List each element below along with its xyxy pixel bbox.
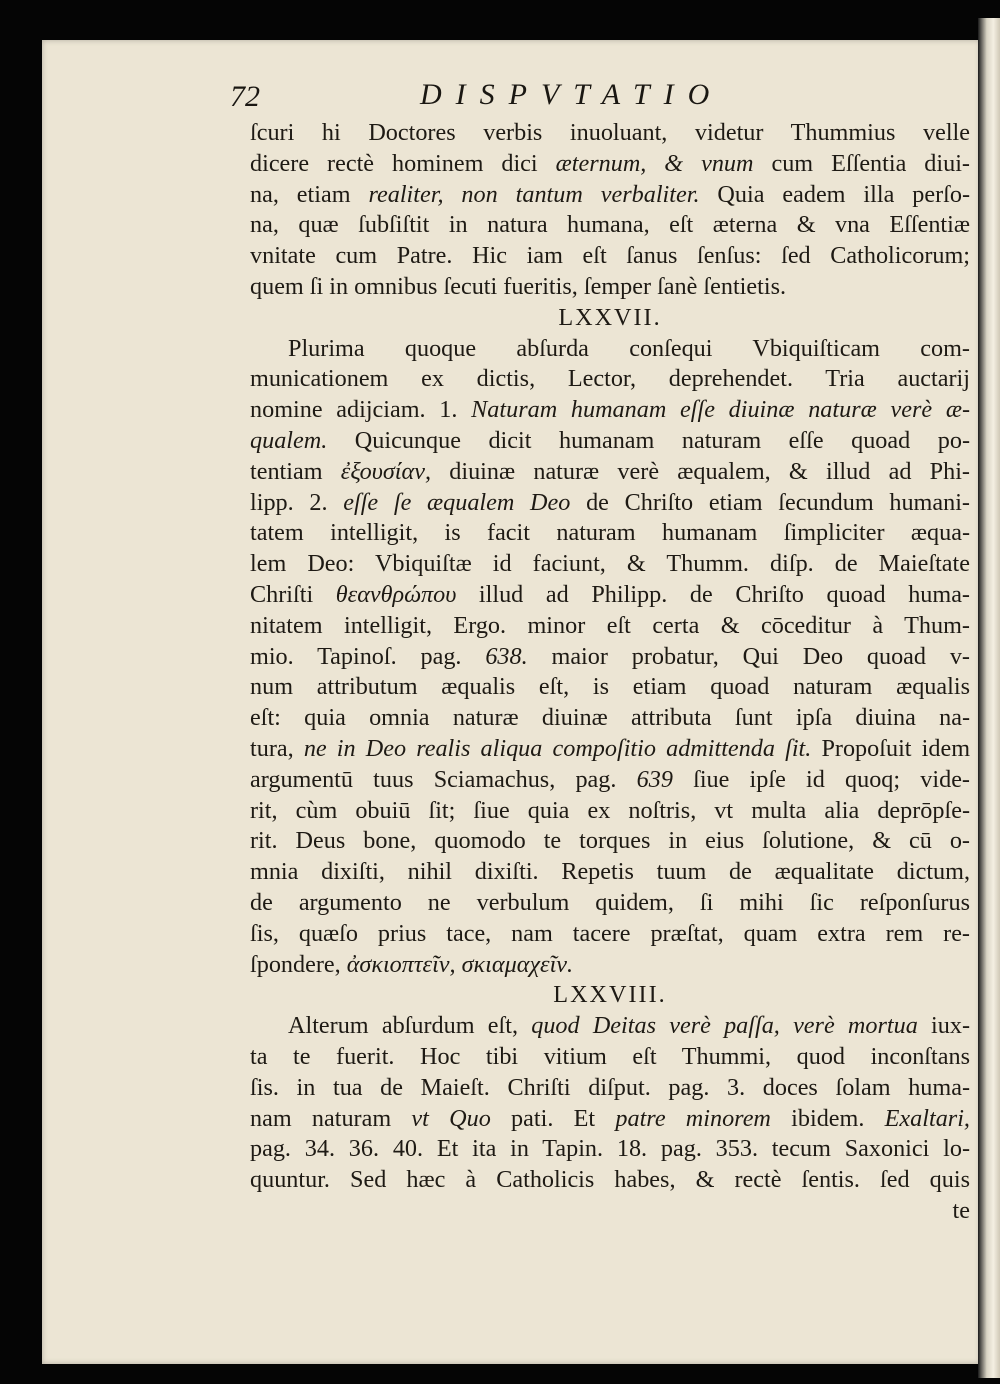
text-line: eſt: quia omnia naturæ diuinæ attributa ſunt ipſa diuina na- bbox=[250, 704, 970, 732]
text-line: pag. 34. 36. 40. Et ita in Tapin. 18. pag. 353. tecum Saxonici lo- bbox=[250, 1135, 970, 1163]
text-line: vnitate cum Patre. Hic iam eſt ſanus ſenſus: ſed Catholicorum; bbox=[250, 242, 970, 270]
text-line: num attributum æqualis eſt, is etiam quoad naturam æqualis bbox=[250, 673, 970, 701]
text-line: ta te fuerit. Hoc tibi vitium eſt Thummi, quod inconſtans bbox=[250, 1042, 970, 1070]
text-line: mio. Tapinoſ. pag. 638. maior probatur, Qui Deo quoad v- bbox=[250, 642, 970, 670]
text-line: tatem intelligit, is facit naturam humanam ſimpliciter æqua- bbox=[250, 519, 970, 547]
text-line: na, etiam realiter, non tantum verbaliter. Quia eadem illa perſo- bbox=[250, 180, 970, 208]
text-line: lipp. 2. eſſe ſe æqualem Deo de Chriſto etiam ſecundum humani- bbox=[250, 488, 970, 516]
text-line: na, quæ ſubſiſtit in natura humana, eſt æterna & vna Eſſentiæ bbox=[250, 211, 970, 239]
catchword: te bbox=[952, 1196, 970, 1224]
text-line: de argumento ne verbulum quidem, ſi mihi ſic reſponſurus bbox=[250, 888, 970, 916]
text-line: tentiam ἐξουσίαν, diuinæ naturæ verè æqualem, & illud ad Phi- bbox=[250, 457, 970, 485]
text-line: quem ſi in omnibus ſecuti fueritis, ſemper ſanè ſentietis. bbox=[250, 272, 787, 300]
text-line: nam naturam vt Quo pati. Et patre minorem ibidem. Exaltari, bbox=[250, 1104, 970, 1132]
page-header bbox=[230, 78, 790, 118]
text-line: tura, ne in Deo realis aliqua compoſitio admittenda ſit. Propoſuit idem bbox=[250, 734, 970, 762]
text-line: Plurima quoque abſurda conſequi Vbiquiſticam com- bbox=[288, 334, 970, 362]
body-text bbox=[250, 118, 970, 1227]
text-line: nomine adijciam. 1. Naturam humanam eſſe diuinæ naturæ verè æ- bbox=[250, 396, 970, 424]
text-line: rit, cùm obuiū ſit; ſiue quia ex noſtris, vt multa alia deprōpſe- bbox=[250, 796, 970, 824]
text-line: ſis, quæſo prius tace, nam tacere præſtat, quam extra rem re- bbox=[250, 919, 970, 947]
section-heading: LXXVIII. bbox=[553, 981, 667, 1009]
text-line: qualem. Quicunque dicit humanam naturam eſſe quoad po- bbox=[250, 426, 970, 454]
running-title: DISPVTATIO bbox=[420, 78, 724, 111]
page-edge bbox=[978, 18, 1000, 1378]
section-heading: LXXVII. bbox=[558, 303, 662, 331]
text-line: ſcuri hi Doctores verbis inuoluant, videtur Thummius velle bbox=[250, 119, 970, 146]
page-number: 72 bbox=[230, 80, 260, 113]
text-line: Chriſti θεανθρώπου illud ad Philipp. de Chriſto quoad huma- bbox=[250, 580, 970, 608]
text-line: quuntur. Sed hæc à Catholicis habes, & rectè ſentis. ſed quis bbox=[250, 1166, 970, 1194]
text-line: dicere rectè hominem dici æternum, & vnum cum Eſſentia diui- bbox=[250, 149, 970, 177]
text-line: municationem ex dictis, Lector, deprehendet. Tria auctarij bbox=[250, 365, 970, 393]
text-line: nitatem intelligit, Ergo. minor eſt certa & cōceditur à Thum- bbox=[250, 611, 970, 639]
text-line: argumentū tuus Sciamachus, pag. 639 ſiue ipſe id quoq; vide- bbox=[250, 765, 970, 793]
text-line: lem Deo: Vbiquiſtæ id faciunt, & Thumm. diſp. de Maieſtate bbox=[250, 550, 970, 578]
text-line: ſpondere, ἀσκιοπτεῖν, σκιαμαχεῖν. bbox=[250, 950, 574, 978]
text-line: mnia dixiſti, nihil dixiſti. Repetis tuum de æqualitate dictum, bbox=[250, 858, 970, 886]
text-line: Alterum abſurdum eſt, quod Deitas verè paſſa, verè mortua iux- bbox=[288, 1012, 970, 1040]
text-line: rit. Deus bone, quomodo te torques in eius ſolutione, & cū o- bbox=[250, 827, 970, 855]
text-line: ſis. in tua de Maieſt. Chriſti diſput. pag. 3. doces ſolam huma- bbox=[250, 1073, 970, 1101]
